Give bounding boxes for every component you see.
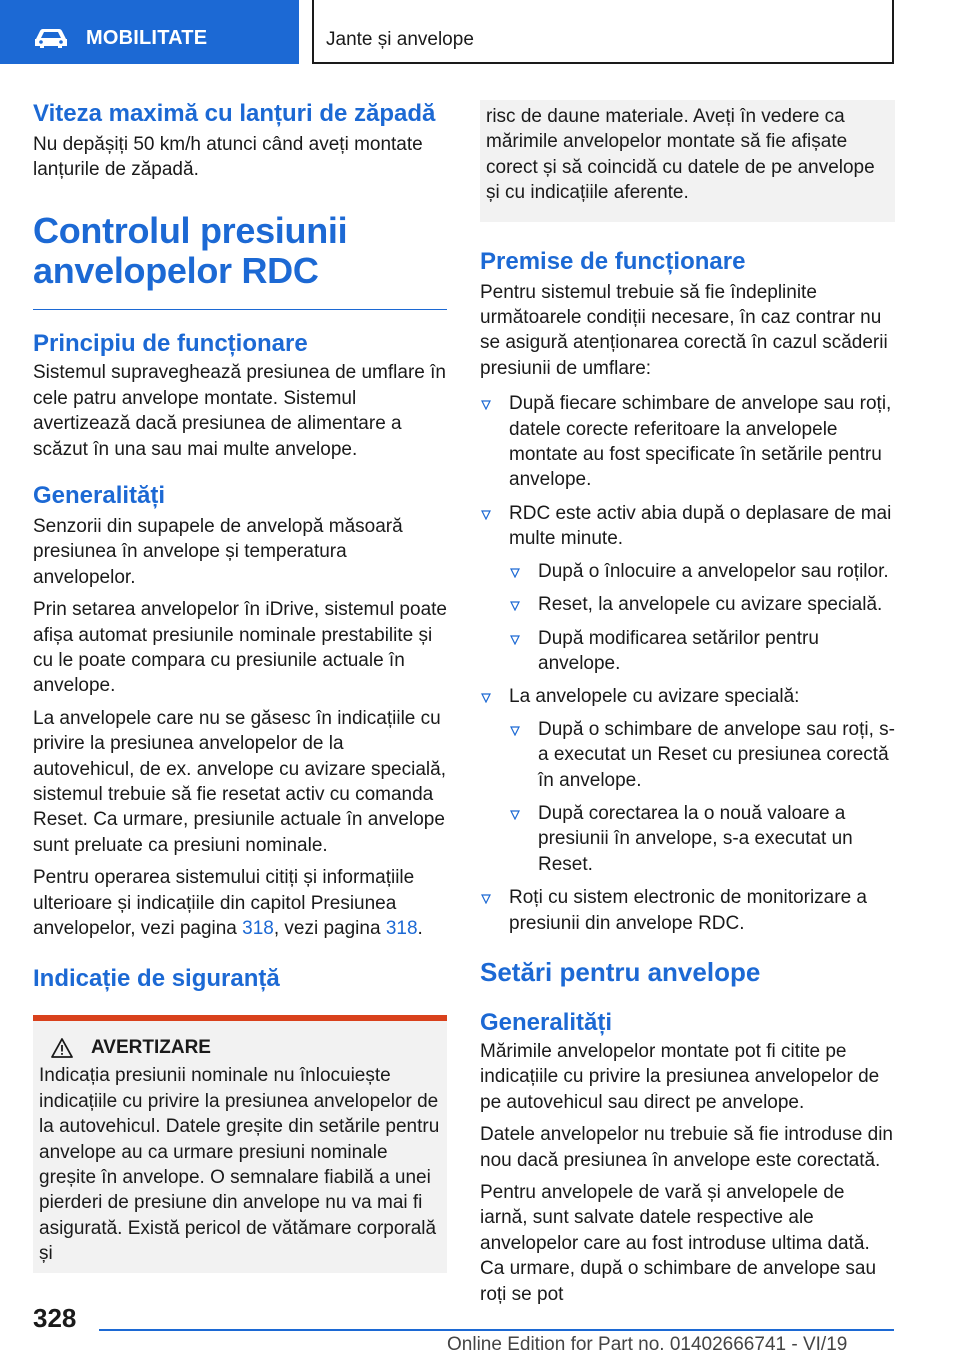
right-column [480,100,895,1307]
bullet-triangle-icon [481,894,491,904]
premise-heading: Premise de funcționare [480,247,746,275]
list-item: Roți cu sistem electronic de monitorizare a presiunii din anvelope RDC. [480,885,895,936]
warning-continuation-box [480,100,895,222]
safety-heading: Indicație de siguranță [33,965,280,993]
bullet-triangle-icon [510,726,520,736]
general-paragraph: Senzorii din supapele de anvelopă măsoară presiunea în anvelope și temperatura anvelopelor. [33,515,403,588]
list-item: După corectarea la o nouă valoare a presiunii în anvelope, s-a executat un Reset. [509,801,895,877]
footer-divider [99,1329,894,1331]
principle-text: Sistemul supraveghează presiunea de umflare în cele patru anvelope montate. Sistemul avertizează dacă presiunea de alimentare a scăzut în una sau mai multe anvelope. [33,362,446,460]
sub-list [509,717,895,877]
general-heading: Generalități [33,481,166,509]
chapter-label: Jante și anvelope [326,29,474,50]
principle-heading: Principiu de funcționare [33,330,308,358]
settings-paragraph: Datele anvelopelor nu trebuie să fie introduse din nou dacă presiunea în anvelope este corectată. [480,1124,893,1171]
list-item: La anvelopele cu avizare specială: După o schimbare de anvelope sau roți, s-a executat un Reset cu presiunea corectă în anvelope. După corectarea la o nouă valoare a presiunii în anvelope, s-a executat un Reset. [480,684,895,877]
general-paragraph: Pentru operarea sistemului citiți și informațiile ulterioare și indicațiile din capitol Presiunea anvelopelor, vezi pagina 318, vezi pagina 318. [33,867,423,940]
settings-general-heading: Generalități [480,1008,613,1036]
page-link[interactable]: 318 [385,918,418,940]
bullet-triangle-icon [510,810,520,820]
bullet-triangle-icon [510,601,520,611]
bullet-triangle-icon [481,510,491,520]
list-item: Reset, la anvelopele cu avizare specială. [509,592,895,617]
condition-list [480,391,895,936]
section-label: MOBILITATE [86,27,208,49]
edition-label: Online Edition for Part no. 01402666741 - VI/19 [447,1334,848,1355]
warning-box [33,1015,447,1272]
general-paragraph: Prin setarea anvelopelor în iDrive, sistemul poate afișa automat presiunile nominale prestabilite și cu le poate compara cu presiunile actuale în anvelope. [33,599,447,697]
warning-triangle-icon [51,1038,73,1058]
bullet-triangle-icon [510,568,520,578]
list-item: După modificarea setărilor pentru anvelope. [509,626,895,677]
bullet-triangle-icon [481,693,491,703]
settings-paragraph: Mărimile anvelopelor montate pot fi citite pe indicațiile cu privire la presiunea anvelopelor de pe autovehicul sau direct pe anvelope. [480,1040,880,1113]
snow-chain-heading: Viteza maximă cu lanțuri de zăpadă [33,100,436,127]
settings-heading: Setări pentru anvelope [480,956,761,987]
list-item: RDC este activ abia după o deplasare de mai multe minute. După o înlocuire a anvelopelor sau roților. Reset, la anvelopele cu avizare specială. După modificarea setărilor pentru anvelope. [480,501,895,676]
bullet-triangle-icon [481,400,491,410]
premise-intro: Pentru sistemul trebuie să fie îndeplinite următoarele condiții necesare, în caz contrar nu se asigură atenționarea corectă în cazul scăderii presiunii de umflare: [480,281,888,379]
page-link[interactable]: 318 [242,918,274,940]
page-number: 328 [33,1303,77,1333]
warning-text: Indicația presiunii nominale nu înlocuiește indicațiile cu privire la presiunea anvelopelor de la autovehicul. Datele greșite din setările pentru anvelope au ca urmare presiuni nominale greșite în anvelope. O semnalare fiabilă a unei pierderi de presiune din anvelope nu va mai fi asigurată. Există pericol de vătămare corporală și [39,1065,440,1265]
title-divider [33,309,447,311]
car-icon [33,27,69,49]
page-title: Controlul presiunii anvelopelor RDC [33,209,348,291]
warning-continuation-text: risc de daune materiale. Aveți în vedere ca mărimile anvelopelor montate să fie afișate corect și să coincidă cu datele de pe anvelope și cu indicațiile aferente. [486,106,875,204]
warning-title [39,1037,441,1059]
left-column [33,100,447,1273]
settings-paragraph: Pentru anvelopele de vară și anvelopele de iarnă, sunt salvate datele respective ale anvelopelor care au fost introduse ultima dată. Ca urmare, după o schimbare de anvelope sau roți se pot [480,1182,877,1305]
general-paragraph: La anvelopele care nu se găsesc în indicațiile cu privire la presiunea anvelopelor de la autovehicul, de ex. anvelope cu avizare specială, sistemul trebuie să fie resetat activ cu comanda Reset. Ca urmare, presiunile actuale în anvelope sunt preluate ca presiuni nominale. [33,707,446,856]
sub-list [509,559,895,677]
list-item: După o înlocuire a anvelopelor sau roților. [509,559,895,584]
section-tab [0,0,299,64]
chapter-tab [312,0,894,64]
list-item: După o schimbare de anvelope sau roți, s-a executat un Reset cu presiunea corectă în anvelope. [509,717,895,793]
snow-chain-text: Nu depășiți 50 km/h atunci când aveți montate lanțurile de zăpadă. [33,134,423,181]
list-item: După fiecare schimbare de anvelope sau roți, datele corecte referitoare la anvelopele montate au fost specificate în setările pentru anvelope. [480,391,895,493]
warning-label: AVERTIZARE [91,1037,211,1059]
bullet-triangle-icon [510,635,520,645]
